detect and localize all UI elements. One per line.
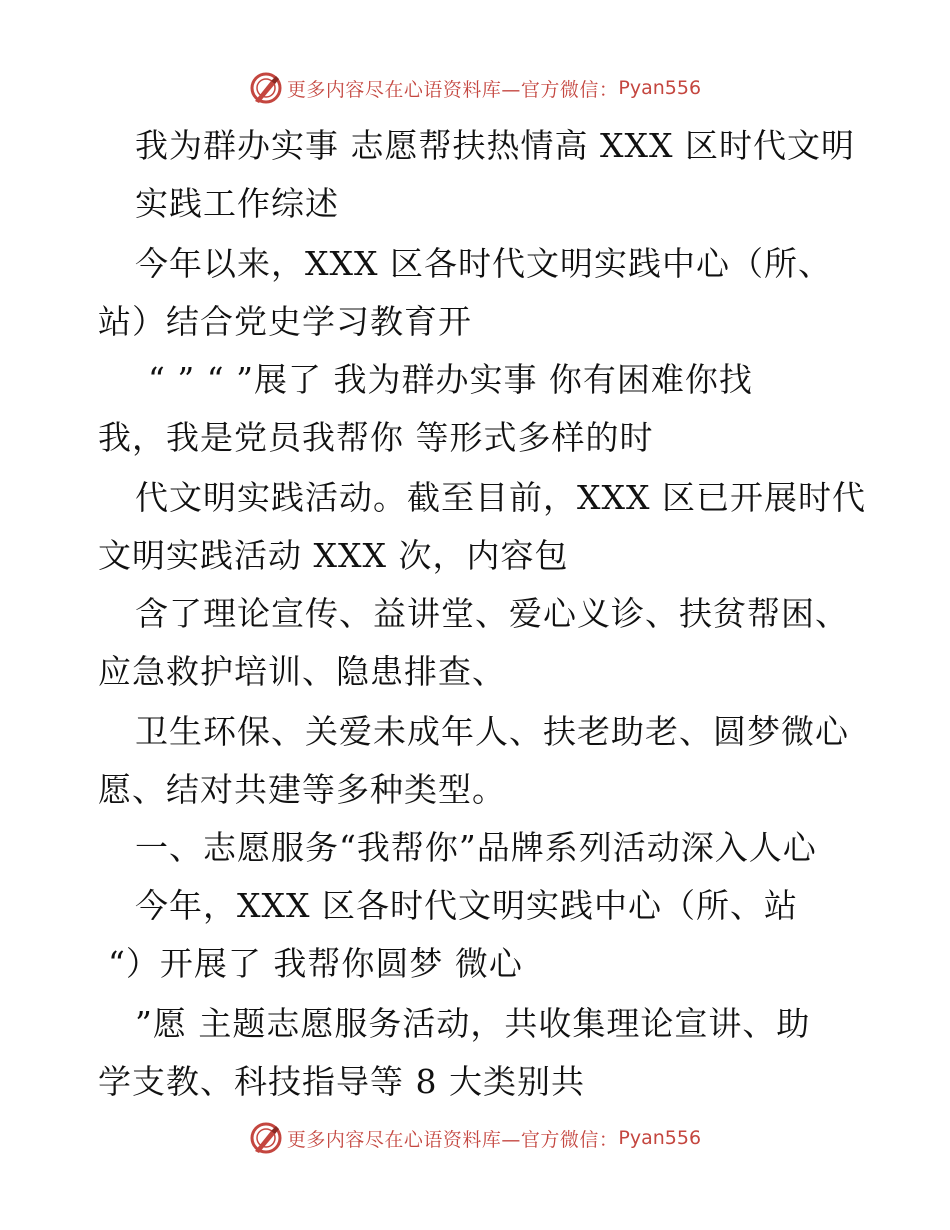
section-heading: 一、志愿服务“我帮你”品牌系列活动深入人心 <box>135 828 817 867</box>
watermark-text: 更多内容尽在心语资料库—官方微信： <box>286 78 619 101</box>
text-line: 应急救护培训、隐患排查、 <box>98 652 506 691</box>
watermark-text: 更多内容尽在心语资料库—官方微信： <box>286 1128 619 1151</box>
text-line: 今年，XXX 区各时代文明实践中心（所、站 <box>135 886 798 925</box>
text-line: 含了理论宣传、益讲堂、爱心义诊、扶贫帮困、 <box>135 594 849 633</box>
text-line: ”愿 主题志愿服务活动，共收集理论宣讲、助 <box>135 1004 811 1043</box>
pen-logo-icon <box>249 1121 283 1155</box>
text-line: 卫生环保、关爱未成年人、扶老助老、圆梦微心 <box>135 712 849 751</box>
watermark-account: Pyan556 <box>618 77 702 99</box>
text-line: 我为群办实事 志愿帮扶热情高 XXX 区时代文明 <box>135 126 855 165</box>
text-line: 文明实践活动 XXX 次，内容包 <box>98 536 569 575</box>
text-line: 站）结合党史学习教育开 <box>98 302 472 341</box>
footer-watermark <box>0 1118 950 1158</box>
text-line: 我，我是党员我帮你 等形式多样的时 <box>98 418 654 457</box>
text-line: 愿、结对共建等多种类型。 <box>98 770 506 809</box>
text-line: “）开展了 我帮你圆梦 微心 <box>108 944 523 983</box>
text-line: 学支教、科技指导等 8 大类别共 <box>98 1062 585 1101</box>
text-line: 今年以来，XXX 区各时代文明实践中心（所、 <box>135 244 832 283</box>
text-line: 实践工作综述 <box>135 184 339 223</box>
text-line: “ ” “ ”展了 我为群办实事 你有困难你找 <box>148 360 753 399</box>
text-line: 代文明实践活动。截至目前，XXX 区已开展时代 <box>135 478 866 517</box>
watermark-account: Pyan556 <box>618 1127 702 1149</box>
